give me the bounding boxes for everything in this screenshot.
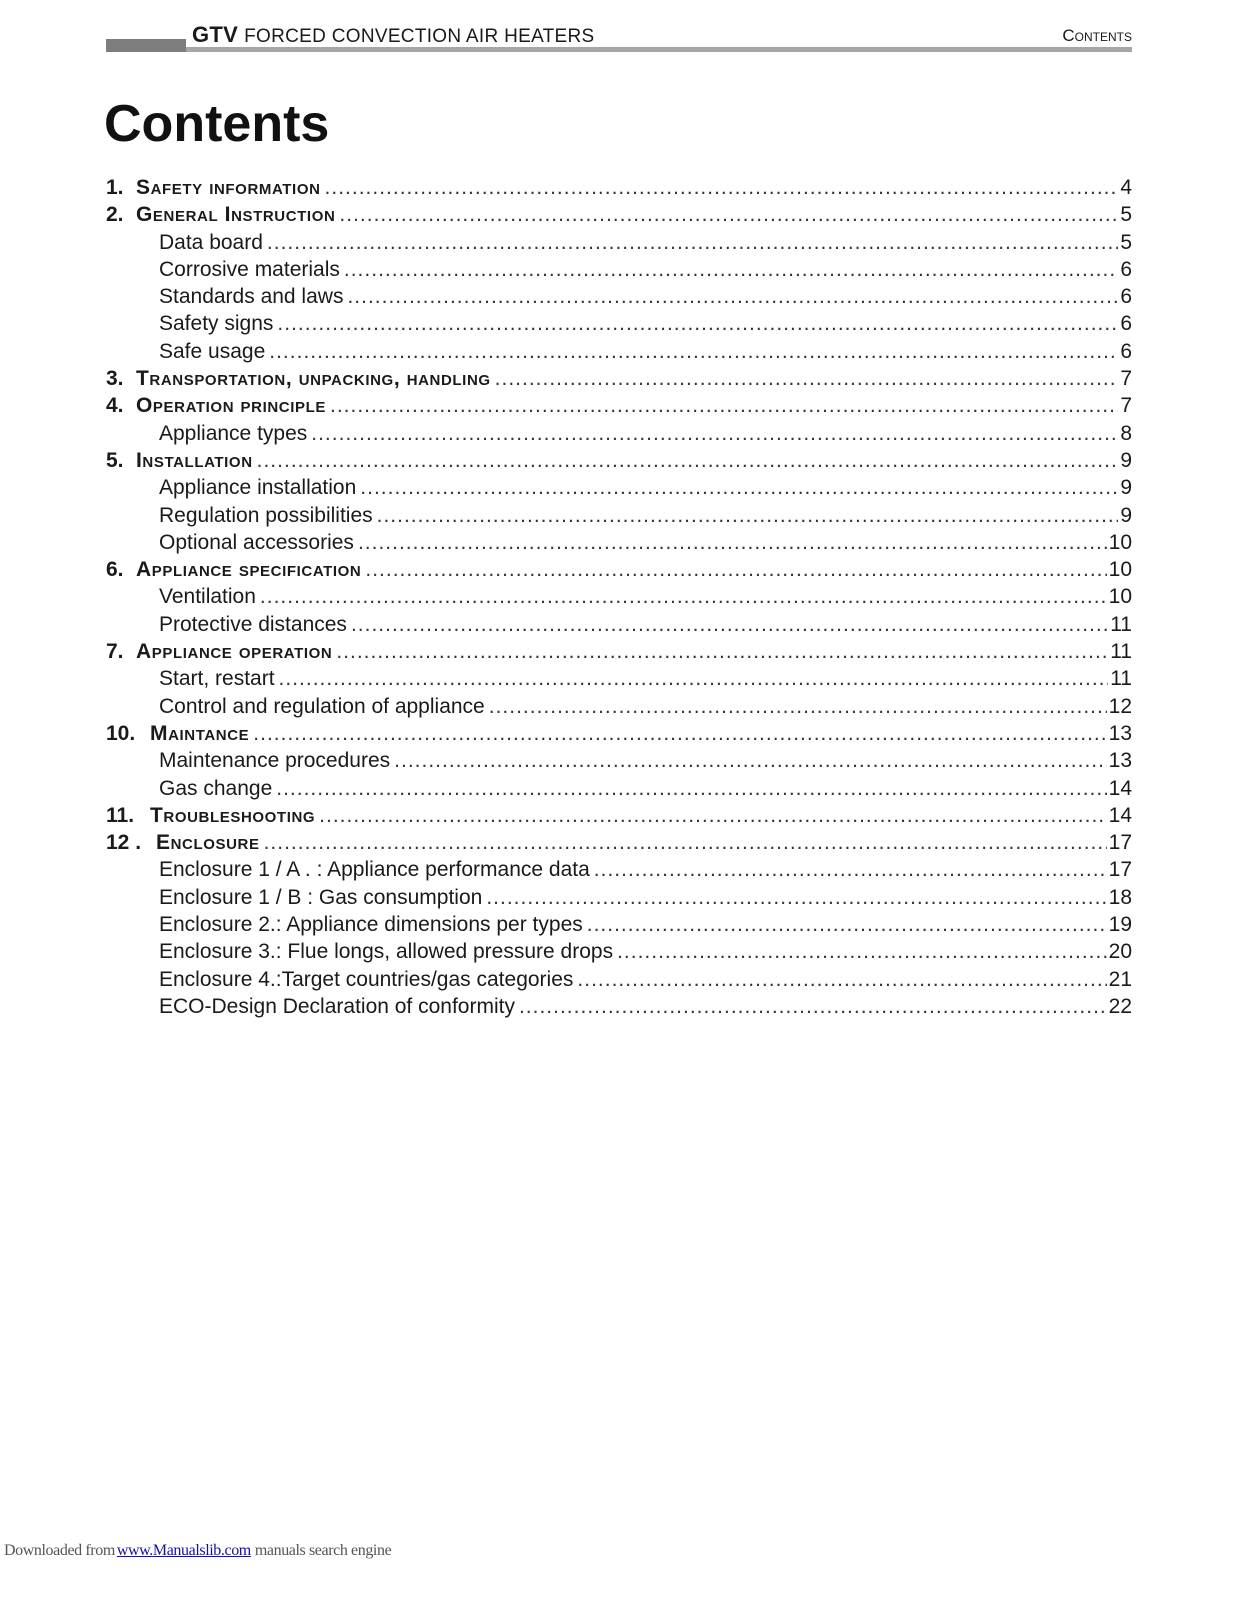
toc-entry-label: Control and regulation of appliance xyxy=(159,694,485,718)
toc-entry-number: 7. xyxy=(106,640,124,664)
toc-dot-leader xyxy=(617,938,1107,965)
toc-page-number: 17 xyxy=(1108,858,1132,882)
toc-section-entry[interactable] xyxy=(106,392,1132,419)
footer-prefix: Downloaded from xyxy=(4,1542,115,1559)
toc-entry-number: 3. xyxy=(106,367,124,391)
toc-section-entry[interactable] xyxy=(106,447,1132,474)
toc-page-number: 6 xyxy=(1120,312,1132,336)
toc-subsection-entry[interactable] xyxy=(106,229,1132,256)
toc-dot-leader xyxy=(587,911,1107,938)
toc-subsection-entry[interactable] xyxy=(106,583,1132,610)
toc-subsection-entry[interactable] xyxy=(106,884,1132,911)
toc-page-number: 9 xyxy=(1120,476,1132,500)
toc-subsection-entry[interactable] xyxy=(106,693,1132,720)
toc-entry-number: 12 . xyxy=(106,831,142,855)
toc-page-number: 11 xyxy=(1110,612,1132,636)
toc-entry-label: Appliance types xyxy=(159,421,308,445)
header-accent-block xyxy=(106,39,186,52)
toc-dot-leader xyxy=(594,856,1107,883)
page-header xyxy=(106,20,1132,52)
toc-entry-label: General Instruction xyxy=(136,203,336,227)
toc-dot-leader xyxy=(394,747,1106,774)
toc-entry-label: Optional accessories xyxy=(159,530,354,554)
header-section-name: Contents xyxy=(1062,26,1132,45)
toc-entry-label: Maintenance procedures xyxy=(159,749,391,773)
toc-page-number: 21 xyxy=(1108,967,1132,991)
toc-subsection-entry[interactable] xyxy=(106,993,1132,1020)
toc-entry-label: Gas change xyxy=(159,776,273,800)
toc-subsection-entry[interactable] xyxy=(106,310,1132,337)
header-document-title xyxy=(192,22,595,48)
toc-dot-leader xyxy=(486,884,1106,911)
toc-entry-label: Regulation possibilities xyxy=(159,503,373,527)
header-brand: GTV xyxy=(192,22,239,47)
toc-page-number: 22 xyxy=(1108,994,1132,1018)
toc-entry-number: 5. xyxy=(106,448,124,472)
toc-entry-label: Troubleshooting xyxy=(150,803,316,827)
toc-subsection-entry[interactable] xyxy=(106,502,1132,529)
toc-dot-leader xyxy=(358,529,1107,556)
toc-entry-number: 6. xyxy=(106,558,124,582)
toc-page-number: 7 xyxy=(1120,367,1132,391)
toc-entry-label: Maintance xyxy=(150,721,250,745)
toc-dot-leader xyxy=(325,174,1119,201)
toc-page-number: 18 xyxy=(1108,885,1132,909)
toc-entry-label: Safe usage xyxy=(159,339,266,363)
toc-section-entry[interactable] xyxy=(106,720,1132,747)
toc-entry-label: Appliance installation xyxy=(159,476,357,500)
page-title: Contents xyxy=(104,95,330,153)
toc-page-number: 6 xyxy=(1120,285,1132,309)
toc-dot-leader xyxy=(330,392,1118,419)
toc-dot-leader xyxy=(319,802,1106,829)
toc-subsection-entry[interactable] xyxy=(106,420,1132,447)
toc-subsection-entry[interactable] xyxy=(106,529,1132,556)
toc-section-entry[interactable] xyxy=(106,638,1132,665)
toc-page-number: 6 xyxy=(1120,339,1132,363)
toc-dot-leader xyxy=(267,229,1118,256)
toc-page-number: 5 xyxy=(1120,203,1132,227)
toc-dot-leader xyxy=(279,665,1109,692)
toc-entry-label: Enclosure 4.:Target countries/gas categories xyxy=(159,967,574,991)
toc-page-number: 10 xyxy=(1108,558,1132,582)
toc-section-entry[interactable] xyxy=(106,365,1132,392)
toc-dot-leader xyxy=(489,693,1107,720)
toc-entry-label: Enclosure 3.: Flue longs, allowed pressure drops xyxy=(159,940,614,964)
toc-dot-leader xyxy=(276,775,1106,802)
toc-entry-number: 11. xyxy=(106,803,135,827)
toc-page-number: 20 xyxy=(1108,940,1132,964)
toc-page-number: 14 xyxy=(1108,803,1132,827)
toc-page-number: 11 xyxy=(1110,667,1132,691)
toc-page-number: 9 xyxy=(1120,503,1132,527)
toc-entry-label: Enclosure xyxy=(156,831,260,855)
toc-dot-leader xyxy=(336,638,1108,665)
toc-page-number: 13 xyxy=(1108,749,1132,773)
toc-dot-leader xyxy=(260,583,1107,610)
toc-dot-leader xyxy=(311,420,1118,447)
toc-subsection-entry[interactable] xyxy=(106,966,1132,993)
toc-page-number: 12 xyxy=(1108,694,1132,718)
toc-page-number: 10 xyxy=(1108,585,1132,609)
toc-entry-label: ECO-Design Declaration of conformity xyxy=(159,994,515,1018)
toc-subsection-entry[interactable] xyxy=(106,338,1132,365)
toc-subsection-entry[interactable] xyxy=(106,856,1132,883)
toc-dot-leader xyxy=(347,283,1118,310)
toc-entry-label: Safety signs xyxy=(159,312,274,336)
download-footer xyxy=(4,1542,391,1560)
toc-page-number: 10 xyxy=(1108,530,1132,554)
toc-dot-leader xyxy=(577,966,1106,993)
toc-section-entry[interactable] xyxy=(106,201,1132,228)
toc-dot-leader xyxy=(365,556,1106,583)
manualslib-link[interactable]: www.Manualslib.com xyxy=(116,1542,251,1559)
toc-entry-label: Appliance operation xyxy=(136,640,333,664)
toc-dot-leader xyxy=(377,502,1119,529)
toc-entry-label: Start, restart xyxy=(159,667,275,691)
toc-dot-leader xyxy=(495,365,1119,392)
toc-subsection-entry[interactable] xyxy=(106,611,1132,638)
toc-dot-leader xyxy=(519,993,1107,1020)
toc-dot-leader xyxy=(351,611,1108,638)
toc-entry-label: Enclosure 1 / A . : Appliance performance data xyxy=(159,858,590,882)
toc-page-number: 11 xyxy=(1110,640,1132,664)
toc-section-entry[interactable] xyxy=(106,174,1132,201)
toc-subsection-entry[interactable] xyxy=(106,911,1132,938)
toc-subsection-entry[interactable] xyxy=(106,775,1132,802)
table-of-contents xyxy=(106,174,1132,1020)
header-subtitle: FORCED CONVECTION AIR HEATERS xyxy=(244,26,595,47)
toc-entry-number: 1. xyxy=(106,176,124,199)
toc-entry-number: 4. xyxy=(106,394,124,418)
toc-page-number: 8 xyxy=(1120,421,1132,445)
toc-entry-label: Corrosive materials xyxy=(159,257,340,281)
toc-page-number: 4 xyxy=(1120,176,1132,199)
toc-page-number: 17 xyxy=(1108,831,1132,855)
toc-page-number: 9 xyxy=(1120,448,1132,472)
toc-entry-label: Operation principle xyxy=(136,394,326,418)
toc-page-number: 5 xyxy=(1120,230,1132,254)
toc-page-number: 13 xyxy=(1108,721,1132,745)
toc-entry-label: Standards and laws xyxy=(159,285,344,309)
toc-entry-label: Installation xyxy=(136,448,253,472)
toc-entry-label: Ventilation xyxy=(159,585,256,609)
toc-entry-label: Enclosure 2.: Appliance dimensions per types xyxy=(159,913,583,937)
toc-subsection-entry[interactable] xyxy=(106,256,1132,283)
footer-suffix: manuals search engine xyxy=(254,1542,392,1559)
toc-dot-leader xyxy=(257,447,1119,474)
toc-entry-label: Transportation, unpacking, handling xyxy=(136,367,491,391)
toc-dot-leader xyxy=(344,256,1118,283)
toc-section-entry[interactable] xyxy=(106,556,1132,583)
toc-subsection-entry[interactable] xyxy=(106,474,1132,501)
toc-dot-leader xyxy=(277,310,1118,337)
toc-entry-number: 2. xyxy=(106,203,124,227)
toc-subsection-entry[interactable] xyxy=(106,938,1132,965)
toc-entry-label: Appliance specification xyxy=(136,558,362,582)
toc-section-entry[interactable] xyxy=(106,802,1132,829)
toc-page-number: 7 xyxy=(1120,394,1132,418)
toc-dot-leader xyxy=(253,720,1106,747)
toc-section-entry[interactable] xyxy=(106,829,1132,856)
toc-dot-leader xyxy=(339,201,1118,228)
toc-subsection-entry[interactable] xyxy=(106,747,1132,774)
toc-entry-label: Enclosure 1 / B : Gas consumption xyxy=(159,885,483,909)
toc-dot-leader xyxy=(360,474,1118,501)
toc-entry-label: Safety information xyxy=(136,176,321,199)
toc-entry-label: Data board xyxy=(159,230,263,254)
toc-page-number: 19 xyxy=(1108,913,1132,937)
toc-subsection-entry[interactable] xyxy=(106,665,1132,692)
toc-dot-leader xyxy=(269,338,1118,365)
toc-entry-number: 10. xyxy=(106,721,136,745)
toc-entry-label: Protective distances xyxy=(159,612,347,636)
toc-page-number: 6 xyxy=(1120,257,1132,281)
toc-dot-leader xyxy=(264,829,1107,856)
toc-page-number: 14 xyxy=(1108,776,1132,800)
toc-subsection-entry[interactable] xyxy=(106,283,1132,310)
